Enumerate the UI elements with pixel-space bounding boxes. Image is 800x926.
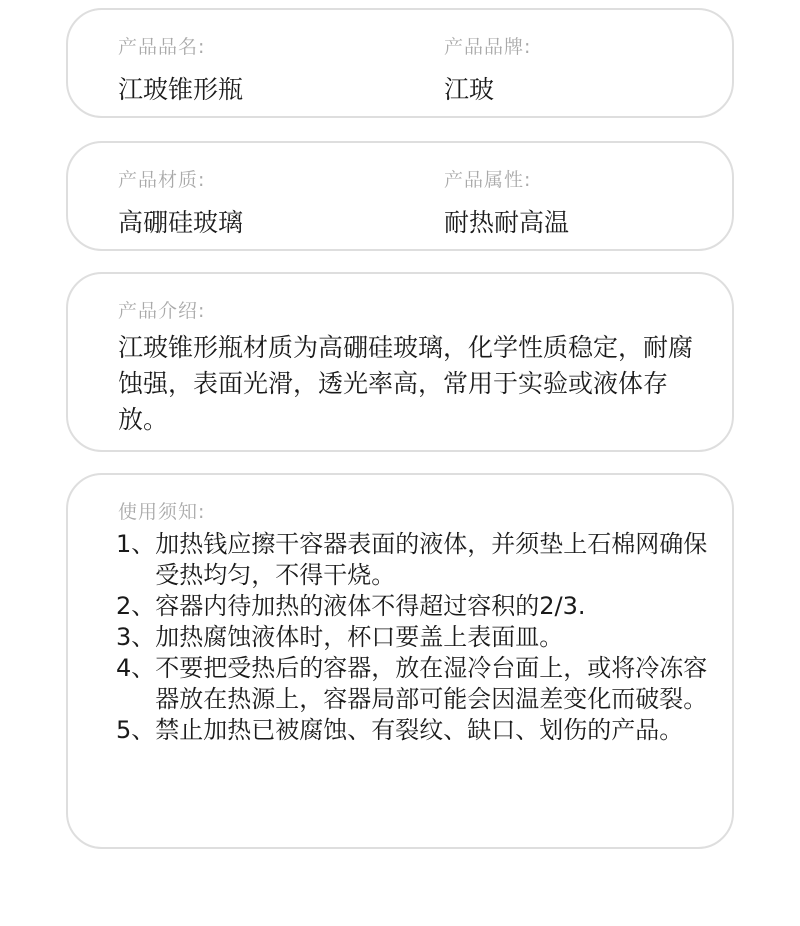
usage-note-item: [116, 591, 716, 622]
usage-note-text: 容器内待加热的液体不得超过容积的2/3.: [155, 592, 586, 620]
usage-note-text: 加热钱应擦干容器表面的液体，并须垫上石棉网确保受热均匀，不得干烧。: [155, 530, 708, 589]
product-brand-value: 江玻: [444, 75, 495, 104]
usage-notes-card: [66, 473, 734, 849]
usage-notes-label: 使用须知:: [118, 501, 206, 523]
product-property-label: 产品属性:: [444, 169, 532, 191]
usage-note-text: 不要把受热后的容器，放在湿冷台面上，或将冷冻容器放在热源上，容器局部可能会因温差变化而破裂。: [155, 654, 708, 713]
usage-note-text: 禁止加热已被腐蚀、有裂纹、缺口、划伤的产品。: [155, 716, 684, 744]
product-name-label: 产品品名:: [118, 36, 206, 58]
product-property-value: 耐热耐高温: [444, 208, 570, 237]
usage-note-item: [116, 653, 716, 715]
usage-note-number: 5、: [116, 716, 156, 744]
product-intro-text: 江玻锥形瓶材质为高硼硅玻璃，化学性质稳定，耐腐蚀强，表面光滑，透光率高，常用于实验或液体存放。: [118, 333, 694, 434]
usage-note-item: [116, 715, 716, 746]
product-material-label: 产品材质:: [118, 169, 206, 191]
product-material-value: 高硼硅玻璃: [118, 208, 244, 237]
usage-note-item: [116, 529, 716, 591]
usage-note-text: 加热腐蚀液体时，杯口要盖上表面皿。: [155, 623, 564, 651]
usage-note-number: 1、: [116, 530, 156, 558]
usage-note-number: 2、: [116, 592, 156, 620]
product-intro-label: 产品介绍:: [118, 300, 206, 322]
product-name-value: 江玻锥形瓶: [118, 75, 244, 104]
usage-note-item: [116, 622, 716, 653]
product-material-card: [66, 141, 734, 251]
usage-note-number: 3、: [116, 623, 156, 651]
usage-note-number: 4、: [116, 654, 156, 682]
product-intro-card: [66, 272, 734, 452]
product-brand-label: 产品品牌:: [444, 36, 532, 58]
product-name-card: [66, 8, 734, 118]
usage-notes-list: [116, 529, 716, 746]
